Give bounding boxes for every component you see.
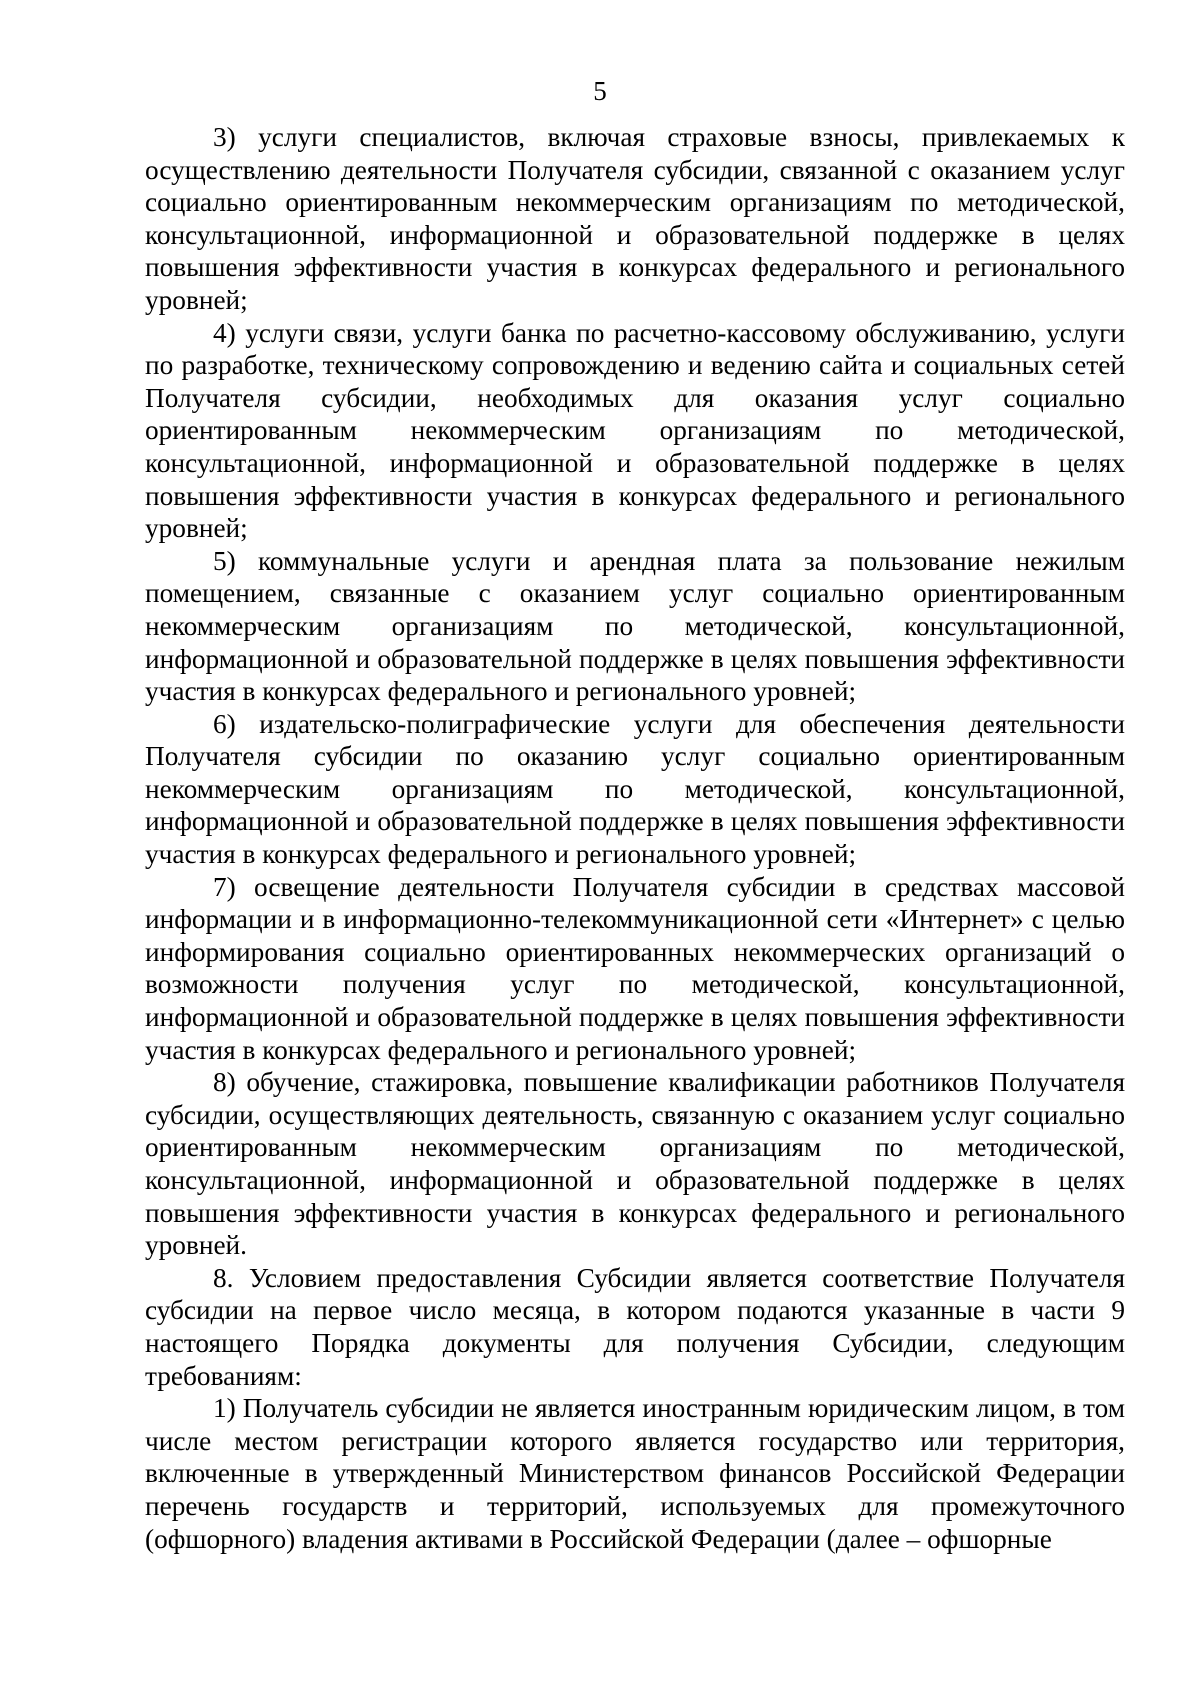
- paragraph-requirement-1-not-foreign-entity: 1) Получатель субсидии не является иностранным юридическим лицом, в том числе местом регистрации которого является государство или территория, включенные в утвержденный Министерством финансов Российской Федерации перечень государств и территорий, используемых для промежуточного (офшорного) владения активами в Российской Федерации (далее – офшорные: [145, 1393, 1125, 1554]
- paragraph-item-7-media-coverage: 7) освещение деятельности Получателя субсидии в средствах массовой информации и в информационно-телекоммуникационной сети «Интернет» с целью информирования социально ориентированных некоммерческих организаций о возможности получения услуг по методической, консультационной, информационной и образовательной поддержке в целях повышения эффективности участия в конкурсах федерального и регионального уровней;: [145, 871, 1125, 1065]
- document-body: [145, 121, 1125, 1555]
- paragraph-section-8-conditions: 8. Условием предоставления Субсидии является соответствие Получателя субсидии на первое число месяца, в котором подаются указанные в части 9 настоящего Порядка документы для получения Субсидии, следующим требованиям:: [145, 1262, 1125, 1391]
- paragraph-item-4-communication-services: 4) услуги связи, услуги банка по расчетно-кассовому обслуживанию, услуги по разработке, техническому сопровождению и ведению сайта и социальных сетей Получателя субсидии, необходимых для оказания услуг социально ориентированным некоммерческим организациям по методической, консультационной, информационной и образовательной поддержке в целях повышения эффективности участия в конкурсах федерального и регионального уровней;: [145, 317, 1125, 544]
- paragraph-item-6-printing-services: 6) издательско-полиграфические услуги для обеспечения деятельности Получателя субсидии по оказанию услуг социально ориентированным некоммерческим организациям по методической, консультационной, информационной и образовательной поддержке в целях повышения эффективности участия в конкурсах федерального и регионального уровней;: [145, 708, 1125, 870]
- paragraph-item-8-staff-training: 8) обучение, стажировка, повышение квалификации работников Получателя субсидии, осуществляющих деятельность, связанную с оказанием услуг социально ориентированным некоммерческим организациям по методической, консультационной, информационной и образовательной поддержке в целях повышения эффективности участия в конкурсах федерального и регионального уровней.: [145, 1067, 1125, 1261]
- page-number: 5: [593, 76, 607, 106]
- paragraph-item-3-specialist-services: 3) услуги специалистов, включая страховые взносы, привлекаемых к осуществлению деятельности Получателя субсидии, связанной с оказанием услуг социально ориентированным некоммерческим организациям по методической, консультационной, информационной и образовательной поддержке в целях повышения эффективности участия в конкурсах федерального и регионального уровней;: [145, 122, 1125, 315]
- paragraph-item-5-utilities-rent: 5) коммунальные услуги и арендная плата за пользование нежилым помещением, связанные с оказанием услуг социально ориентированным некоммерческим организациям по методической, консультационной, информационной и образовательной поддержке в целях повышения эффективности участия в конкурсах федерального и регионального уровней;: [145, 545, 1125, 707]
